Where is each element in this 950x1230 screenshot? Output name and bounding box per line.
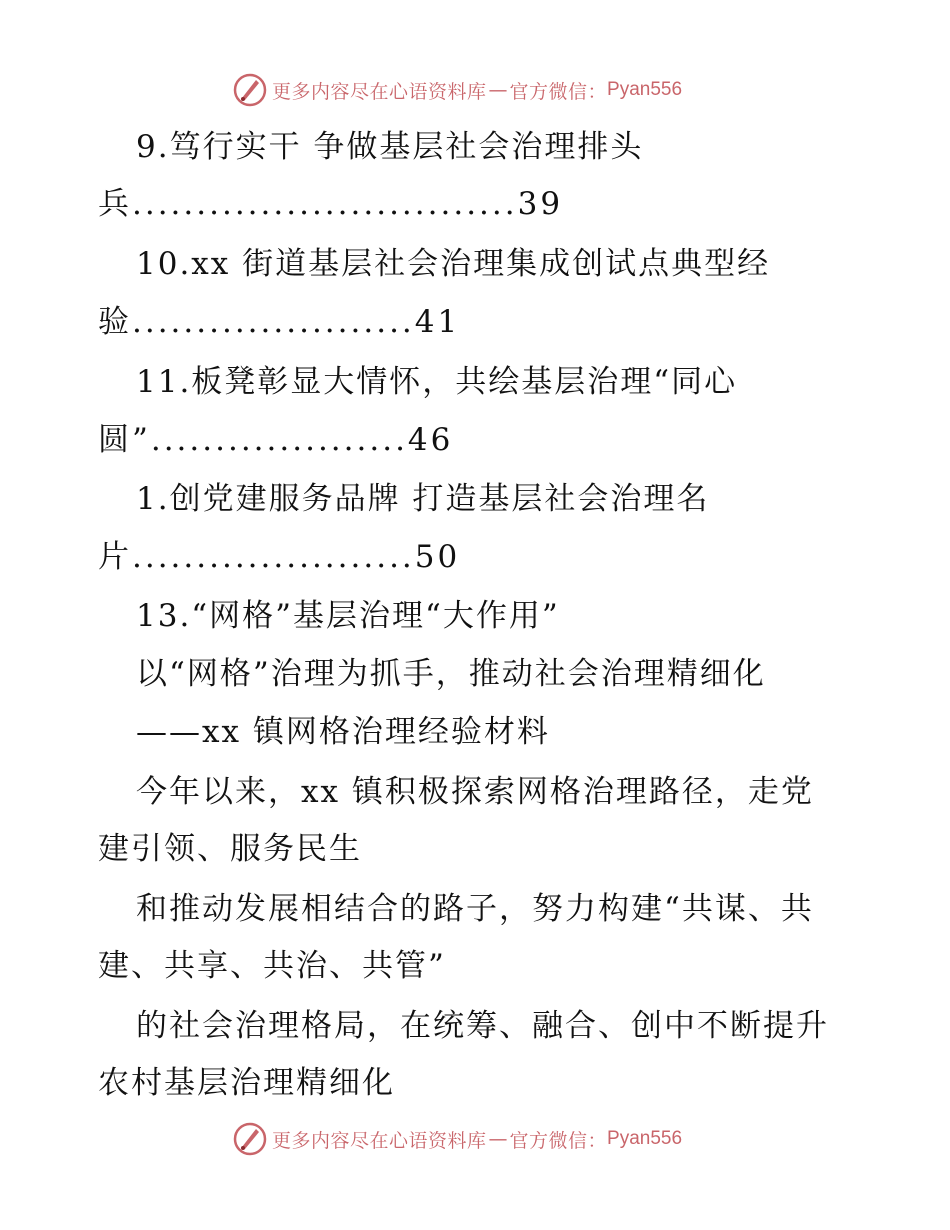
body-text-line: 建引领、服务民生 (98, 831, 362, 867)
body-text-line: 和推动发展相结合的路子，努力构建“共谋、共 (136, 891, 814, 927)
watermark-contact: 官方微信： (509, 80, 608, 103)
watermark-text: 更多内容尽在心语资料库 (272, 80, 487, 103)
watermark-text: 更多内容尽在心语资料库 (272, 1129, 487, 1152)
toc-entry-11-page: 圆”....................46 (98, 422, 454, 458)
watermark-id: Pyan556 (607, 79, 683, 100)
article-title: 以“网格”治理为抓手，推动社会治理精细化 (136, 656, 766, 692)
quill-logo-icon (232, 1121, 268, 1157)
toc-entry-10-title: 10.xx 街道基层社会治理集成创试点典型经 (136, 246, 771, 282)
body-text-line: 建、共享、共治、共管” (98, 948, 446, 984)
toc-entry-12-title: 1.创党建服务品牌 打造基层社会治理名 (136, 481, 710, 517)
body-text-line: 农村基层治理精细化 (98, 1065, 395, 1101)
section-heading: 13.“网格”基层治理“大作用” (136, 598, 560, 634)
watermark-id: Pyan556 (607, 1128, 683, 1149)
body-text-line: 的社会治理格局，在统筹、融合、创中不断提升 (136, 1008, 829, 1044)
toc-entry-9-page: 兵..............................39 (98, 186, 564, 222)
quill-logo-icon (232, 72, 268, 108)
toc-entry-11-title: 11.板凳彰显大情怀，共绘基层治理“同心 (136, 364, 738, 400)
toc-entry-9-title: 9.笃行实干 争做基层社会治理排头 (136, 129, 644, 165)
watermark-separator: — (488, 79, 508, 101)
watermark-separator: — (488, 1128, 508, 1150)
header-watermark (232, 70, 752, 110)
article-subtitle: ——xx 镇网格治理经验材料 (136, 714, 550, 750)
watermark-contact: 官方微信： (509, 1129, 608, 1152)
footer-watermark (232, 1119, 752, 1159)
toc-entry-12-page: 片......................50 (98, 539, 461, 575)
body-text-line: 今年以来，xx 镇积极探索网格治理路径，走党 (136, 774, 814, 810)
toc-entry-10-page: 验......................41 (98, 304, 461, 340)
